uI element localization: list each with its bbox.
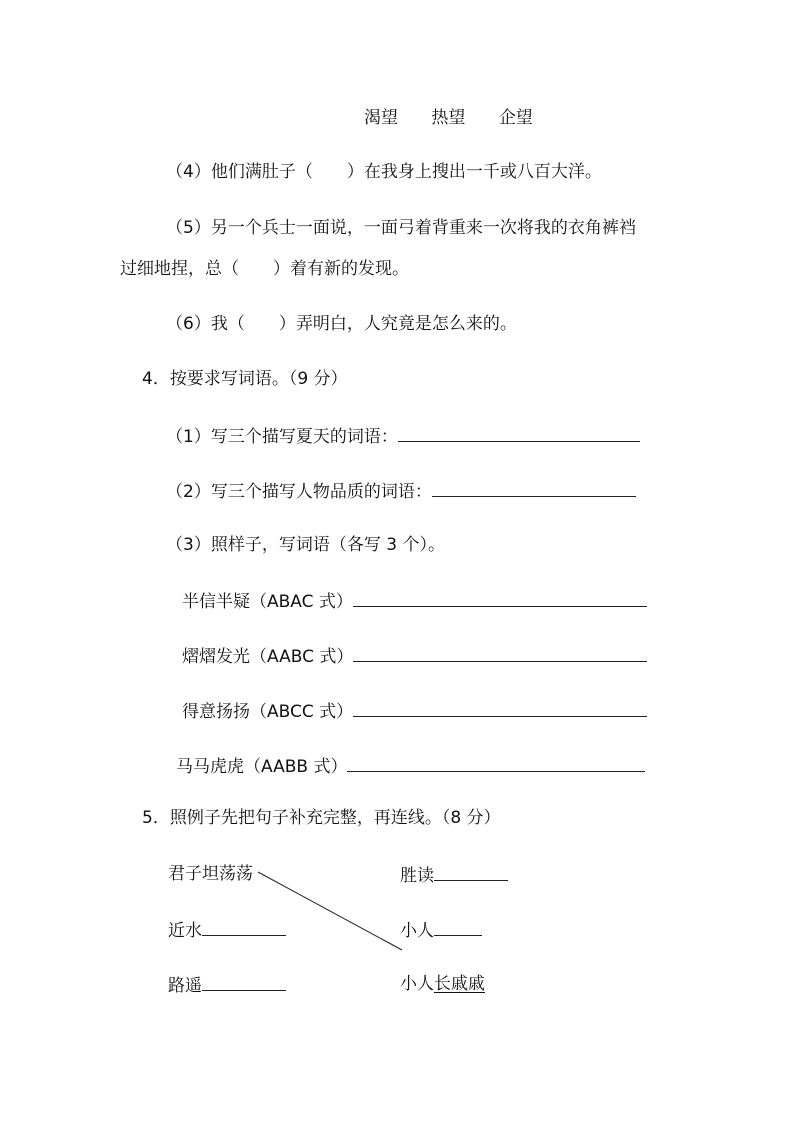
example-label: 半信半疑（ABAC 式）	[182, 592, 353, 612]
match-right-label: 小人	[400, 974, 434, 994]
q3-item-4: （4）他们满肚子（ ）在我身上搜出一千或八百大洋。	[166, 162, 602, 182]
match-right-label: 胜读	[400, 866, 434, 886]
q4-title: 4．按要求写词语。（9 分）	[142, 369, 348, 389]
q5-title: 5．照例子先把句子补充完整，再连线。（8 分）	[142, 808, 501, 828]
q4-item-1-label: （1）写三个描写夏天的词语：	[166, 427, 398, 447]
q3-item-5-line2: 过细地捏，总（ ）着有新的发现。	[120, 259, 409, 279]
example-label: 熠熠发光（AABC 式）	[182, 647, 354, 667]
q3-item-5-line1: （5）另一个兵士一面说，一面弓着背重来一次将我的衣角裤裆	[166, 218, 636, 238]
match-left-1: 君子坦荡荡	[168, 864, 253, 884]
match-right-answer: 长戚戚	[434, 974, 485, 994]
match-left-label: 路遥	[168, 976, 202, 996]
q4-item-2-label: （2）写三个描写人物品质的词语：	[166, 482, 432, 502]
word-option: 企望	[498, 108, 533, 128]
q4-item-3: （3）照样子，写词语（各写 3 个）。	[166, 535, 445, 555]
example-label: 得意扬扬（ABCC 式）	[182, 702, 354, 722]
match-right-label: 小人	[400, 921, 434, 941]
word-option: 热望	[431, 108, 466, 128]
match-left-label: 近水	[168, 921, 202, 941]
example-label: 马马虎虎（AABB 式）	[176, 757, 348, 777]
word-option: 渴望	[364, 108, 398, 128]
q3-item-6: （6）我（ ）弄明白，人究竟是怎么来的。	[166, 314, 517, 334]
